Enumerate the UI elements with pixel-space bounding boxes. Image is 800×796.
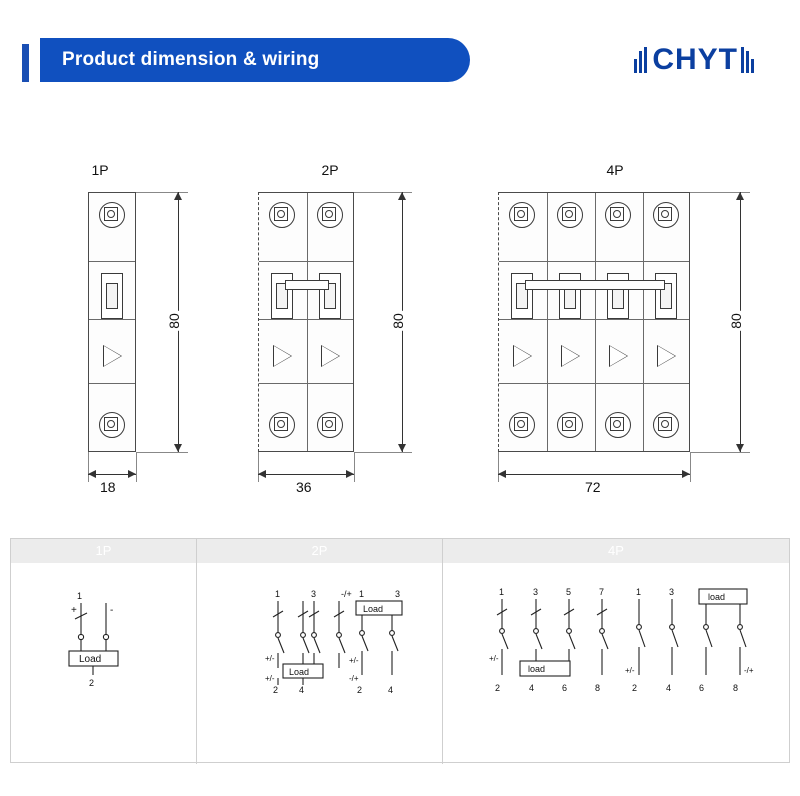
wiring-column-label: 4P xyxy=(608,543,624,558)
direction-arrow-inner-icon xyxy=(610,346,627,366)
page-title: Product dimension & wiring xyxy=(62,49,320,70)
svg-text:2: 2 xyxy=(632,683,638,693)
svg-text:3: 3 xyxy=(533,587,539,597)
svg-text:1: 1 xyxy=(77,591,83,601)
wiring-diagram-1p xyxy=(69,591,118,688)
wiring-column-header-4p xyxy=(443,539,789,563)
width-value-2p: 36 xyxy=(296,479,312,495)
direction-arrow-inner-icon xyxy=(274,346,291,366)
dimension-drawings xyxy=(0,140,800,510)
group-label-4p: 4P xyxy=(606,162,624,178)
svg-text:+/-: +/- xyxy=(489,654,499,663)
terminal-screw xyxy=(317,412,343,438)
wiring-diagram-4p-a xyxy=(489,587,608,693)
svg-text:4: 4 xyxy=(529,683,535,693)
svg-text:1: 1 xyxy=(636,587,642,597)
dimension-group-1p xyxy=(40,140,215,500)
svg-text:6: 6 xyxy=(699,683,705,693)
handle-link-bar xyxy=(285,280,329,290)
toggle-handle xyxy=(101,273,123,319)
terminal-screw xyxy=(557,202,583,228)
width-value-1p: 18 xyxy=(100,479,116,495)
height-value-1p: 80 xyxy=(165,313,182,329)
svg-text:-: - xyxy=(110,605,114,616)
wiring-diagram-4p-b xyxy=(625,587,754,693)
company-logo xyxy=(634,40,756,80)
svg-text:2: 2 xyxy=(89,678,95,688)
svg-text:-/+: -/+ xyxy=(349,674,359,683)
terminal-screw xyxy=(99,412,125,438)
header-banner xyxy=(40,38,470,82)
terminal-screw xyxy=(653,412,679,438)
wiring-diagram-2p-a xyxy=(265,589,352,695)
svg-text:2: 2 xyxy=(357,685,363,695)
svg-text:4: 4 xyxy=(666,683,672,693)
direction-arrow-inner-icon xyxy=(514,346,531,366)
svg-text:5: 5 xyxy=(566,587,572,597)
logo-text: CHYT xyxy=(652,43,738,76)
svg-text:1: 1 xyxy=(359,589,365,599)
svg-text:load: load xyxy=(528,664,546,674)
wiring-column-label: 2P xyxy=(311,543,328,558)
chyt-bars-logo-icon xyxy=(634,47,649,73)
terminal-screw xyxy=(653,202,679,228)
terminal-screw xyxy=(269,412,295,438)
svg-text:6: 6 xyxy=(562,683,568,693)
wiring-diagram-2p-b xyxy=(349,589,402,695)
direction-arrow-inner-icon xyxy=(104,346,121,366)
direction-arrow-inner-icon xyxy=(562,346,579,366)
group-label-1p: 1P xyxy=(91,162,109,178)
wiring-column-label: 1P xyxy=(95,543,112,558)
terminal-screw xyxy=(99,202,125,228)
svg-text:Load: Load xyxy=(363,604,384,614)
wiring-diagram-table xyxy=(10,538,790,763)
wiring-schematics xyxy=(11,563,789,763)
terminal-screw xyxy=(557,412,583,438)
chyt-bars-logo-icon-right xyxy=(741,47,756,73)
wiring-column-header-2p xyxy=(197,539,442,563)
svg-text:1: 1 xyxy=(275,589,281,599)
svg-text:+/-: +/- xyxy=(265,654,275,663)
svg-text:2: 2 xyxy=(273,685,279,695)
svg-text:Load: Load xyxy=(79,654,102,665)
terminal-screw xyxy=(269,202,295,228)
svg-text:4: 4 xyxy=(299,685,305,695)
svg-text:Load: Load xyxy=(289,667,310,677)
terminal-screw xyxy=(317,202,343,228)
height-value-4p: 80 xyxy=(727,313,744,329)
direction-arrow-inner-icon xyxy=(658,346,675,366)
wiring-column-header-1p xyxy=(11,539,196,563)
svg-text:load: load xyxy=(708,592,726,602)
svg-text:3: 3 xyxy=(395,589,401,599)
svg-text:+/-: +/- xyxy=(265,674,275,683)
handle-link-bar xyxy=(525,280,665,290)
svg-text:+/-: +/- xyxy=(625,666,635,675)
svg-text:7: 7 xyxy=(599,587,605,597)
svg-text:8: 8 xyxy=(733,683,739,693)
svg-text:-/+: -/+ xyxy=(744,666,754,675)
svg-text:+: + xyxy=(71,605,77,616)
header-accent-tick xyxy=(22,44,29,82)
breaker-body-2p xyxy=(258,192,354,452)
svg-text:4: 4 xyxy=(388,685,394,695)
width-value-4p: 72 xyxy=(585,479,601,495)
page-header xyxy=(0,38,800,90)
terminal-screw xyxy=(605,412,631,438)
group-label-2p: 2P xyxy=(321,162,339,178)
terminal-screw xyxy=(509,412,535,438)
terminal-screw xyxy=(509,202,535,228)
svg-text:1: 1 xyxy=(499,587,505,597)
svg-text:3: 3 xyxy=(669,587,675,597)
svg-text:+/-: +/- xyxy=(349,656,359,665)
direction-arrow-inner-icon xyxy=(322,346,339,366)
svg-text:8: 8 xyxy=(595,683,601,693)
terminal-screw xyxy=(605,202,631,228)
dimension-group-4p xyxy=(485,140,775,500)
svg-text:3: 3 xyxy=(311,589,317,599)
dimension-group-2p xyxy=(240,140,450,500)
height-value-2p: 80 xyxy=(389,313,406,329)
svg-text:2: 2 xyxy=(495,683,501,693)
svg-text:-/+: -/+ xyxy=(341,589,352,599)
